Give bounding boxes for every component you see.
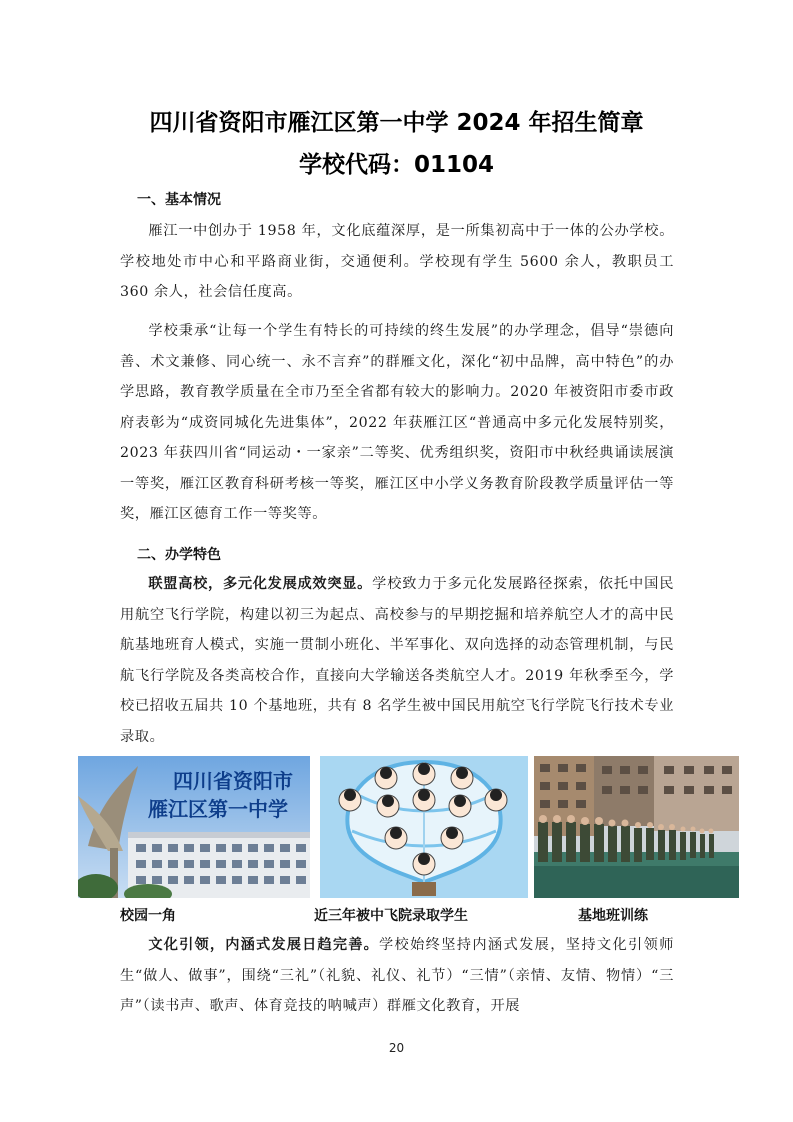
caption-admitted: 近三年被中飞院录取学生: [314, 908, 468, 924]
paragraph-culture-body: 学校始终坚持内涵式发展，坚持文化引领师生“做人、做事”，围绕“三礼”（礼貌、礼仪、礼节）“三情”（亲情、友情、物情）“三声”（读书声、歌声、体育竞技的呐喊声）群雁文化教育，开展: [120, 937, 674, 1014]
page-title: 四川省资阳市雁江区第一中学 2024 年招生简章: [149, 110, 644, 136]
training-photo: [534, 756, 739, 898]
caption-campus: 校园一角: [120, 908, 176, 924]
paragraph-aviation-body: 学校致力于多元化发展路径探索，依托中国民用航空飞行学院，构建以初三为起点、高校参与的早期挖掘和培养航空人才的高中民航基地班育人模式，实施一贯制小班化、半军事化、双向选择的动态管理机制，与民航飞行学院及各类高校合作，直接向大学输送各类航空人才。2019 年秋季至今，学校已招收五届共 10 个基地班，共有 8 名学生被中国民用航空飞行学院飞行技术专业录取。: [120, 576, 674, 745]
paragraph-aviation: [120, 569, 674, 752]
campus-sign-text-2: 雁江区第一中学: [148, 797, 288, 821]
paragraph-culture-lead: 文化引领，内涵式发展日趋完善。: [148, 937, 379, 953]
caption-training: 基地班训练: [578, 908, 648, 924]
training-image: [534, 756, 739, 898]
paragraph-culture: [120, 930, 674, 1022]
paragraph-intro: 雁江一中创办于 1958 年，文化底蕴深厚，是一所集初高中于一体的公办学校。学校地处市中心和平路商业街，交通便利。学校现有学生 5600 余人，教职员工 360 余人，社会信任度高。: [120, 223, 674, 300]
campus-image: [78, 756, 310, 898]
paragraph-aviation-lead: 联盟高校，多元化发展成效突显。: [148, 576, 373, 592]
section-heading-features: 二、办学特色: [137, 547, 221, 563]
section-heading-basic-info: 一、基本情况: [137, 192, 221, 208]
campus-photo: [78, 756, 310, 898]
school-code: 学校代码：01104: [298, 152, 495, 178]
page-number: 20: [388, 1041, 405, 1055]
admitted-students-photo: [320, 756, 528, 898]
paragraph-philosophy: 学校秉承“让每一个学生有特长的可持续的终生发展”的办学理念，倡导“崇德向善、术文兼修、同心统一、永不言弃”的群雁文化，深化“初中品牌，高中特色”的办学思路，教育教学质量在全市乃至全省都有较大的影响力。2020 年被资阳市委市政府表彰为“成资同城化先进集体”，2022 年获雁江区“普通高中多元化发展特别奖，2023 年获四川省“同运动・一家亲”二等奖、优秀组织奖，资阳市中秋经典诵读展演一等奖，雁江区教育科研考核一等奖，雁江区中小学义务教育阶段教学质量评估一等奖，雁江区德育工作一等奖等。: [120, 323, 674, 522]
campus-sign-text-1: 四川省资阳市: [173, 769, 293, 793]
admitted-students-image: [320, 756, 528, 898]
